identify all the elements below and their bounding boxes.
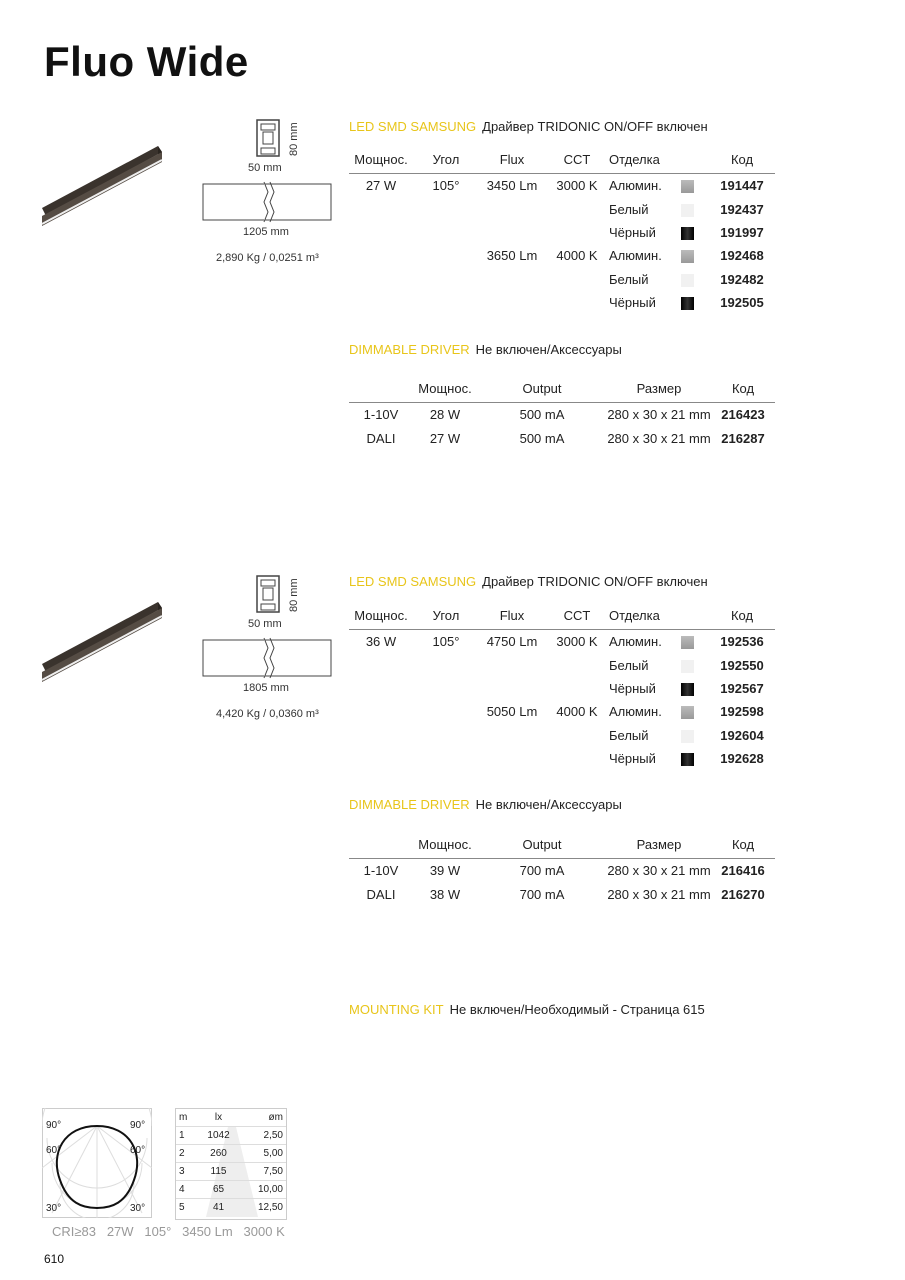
table-row: 1-10V 39 W 700 mA 280 x 30 x 21 mm 216416: [363, 863, 765, 879]
finish-swatch: [681, 683, 694, 696]
finish-swatch: [681, 250, 694, 263]
table-row: 4 65 10,00: [176, 1181, 286, 1199]
col-power: Мощнос.: [349, 606, 413, 630]
led-text: Драйвер TRIDONIC ON/OFF включен: [482, 119, 708, 134]
table-row: DALI 38 W 700 mA 280 x 30 x 21 mm 216270: [366, 886, 765, 902]
finish-swatch: [681, 660, 694, 673]
led-header: [349, 119, 708, 134]
photometry-box: [175, 1108, 287, 1220]
col-size: Размер: [607, 379, 711, 403]
col-code: Код: [711, 379, 775, 403]
table-row: 27 W 105° 3450 Lm 3000 K Алюмин. 191447: [365, 178, 764, 194]
table-row: 1-10V 28 W 500 mA 280 x 30 x 21 mm 216423: [363, 407, 765, 423]
col-cct: CCT: [545, 606, 609, 630]
led-label: LED SMD SAMSUNG: [349, 574, 477, 589]
polar-angle-label: 90°: [46, 1120, 62, 1131]
polar-angle-label: 30°: [46, 1203, 62, 1214]
length-drawing: [200, 180, 335, 225]
col-cct: CCT: [545, 150, 609, 174]
polar-angle-label: 60°: [46, 1145, 62, 1156]
table-row: 5 41 12,50: [176, 1199, 286, 1217]
col-code: Код: [709, 606, 775, 630]
led-header: [349, 574, 708, 589]
table-row: 3650 Lm 4000 K Алюмин. 192468: [486, 248, 764, 264]
col-code: Код: [709, 150, 775, 174]
finish-swatch: [681, 204, 694, 217]
finish-swatch: [681, 753, 694, 766]
driver-table: [349, 379, 775, 450]
col-code: Код: [711, 835, 775, 859]
width-dimension: 50 mm: [248, 162, 282, 174]
photometry-table: m lx øm 1 1042 2,50 2 260 5,00 3 115 7,50 4 65 10,00 5 41 12,50: [176, 1109, 286, 1216]
polar-angle-label: 30°: [130, 1203, 146, 1214]
page-number: 610: [44, 1252, 65, 1266]
col-finish: Отделка: [609, 150, 681, 174]
polar-angle-label: 60°: [130, 1145, 146, 1156]
col-size: Размер: [607, 835, 711, 859]
finish-swatch: [681, 706, 694, 719]
spec-table: [349, 150, 775, 314]
table-row: Чёрный 191997: [609, 224, 764, 240]
table-row: Белый 192482: [609, 271, 764, 287]
table-row: 5050 Lm 4000 K Алюмин. 192598: [486, 704, 764, 720]
finish-swatch: [681, 274, 694, 287]
length-drawing: [200, 636, 335, 681]
dimmable-header: [349, 797, 622, 812]
col-angle: Угол: [413, 606, 479, 630]
col-power: Мощнос.: [413, 835, 477, 859]
finish-swatch: [681, 636, 694, 649]
table-row: 1 1042 2,50: [176, 1127, 286, 1145]
luminaire-image: [40, 594, 165, 686]
led-text: Драйвер TRIDONIC ON/OFF включен: [482, 574, 708, 589]
luminaire-image: [40, 138, 165, 230]
finish-swatch: [681, 730, 694, 743]
finish-swatch: [681, 180, 694, 193]
table-row: Чёрный 192567: [609, 680, 764, 696]
dimmable-text: Не включен/Аксессуары: [475, 342, 622, 357]
table-row: Белый 192437: [609, 201, 764, 217]
col-flux: Flux: [479, 150, 545, 174]
weight-volume: 2,890 Kg / 0,0251 m³: [216, 252, 319, 264]
spec-table: [349, 606, 775, 770]
page-title: Fluo Wide: [44, 38, 249, 85]
weight-volume: 4,420 Kg / 0,0360 m³: [216, 708, 319, 720]
height-dimension: 80 mm: [288, 578, 300, 612]
led-label: LED SMD SAMSUNG: [349, 119, 477, 134]
dimmable-header: [349, 342, 622, 357]
length-dimension: 1205 mm: [243, 226, 289, 238]
driver-table: [349, 835, 775, 906]
dimmable-label: DIMMABLE DRIVER: [349, 797, 470, 812]
table-row: 2 260 5,00: [176, 1145, 286, 1163]
table-row: Белый 192550: [609, 657, 764, 673]
table-row: Чёрный 192628: [609, 751, 764, 767]
col-power: Мощнос.: [413, 379, 477, 403]
col-flux: Flux: [479, 606, 545, 630]
col-angle: Угол: [413, 150, 479, 174]
finish-swatch: [681, 297, 694, 310]
cri-summary: CRI≥83 27W 105° 3450 Lm 3000 K: [52, 1224, 285, 1239]
col-power: Мощнос.: [349, 150, 413, 174]
table-row: Чёрный 192505: [609, 295, 764, 311]
col-output: Output: [477, 379, 607, 403]
table-row: 36 W 105° 4750 Lm 3000 K Алюмин. 192536: [365, 634, 764, 650]
table-row: DALI 27 W 500 mA 280 x 30 x 21 mm 216287: [366, 430, 765, 446]
length-dimension: 1805 mm: [243, 682, 289, 694]
finish-swatch: [681, 227, 694, 240]
width-dimension: 50 mm: [248, 618, 282, 630]
polar-diagram: [42, 1108, 152, 1218]
mounting-kit-header: [349, 1002, 705, 1017]
mounting-label: MOUNTING KIT: [349, 1002, 444, 1017]
mounting-text: Не включен/Необходимый - Страница 615: [449, 1002, 705, 1017]
table-row: Белый 192604: [609, 727, 764, 743]
col-finish: Отделка: [609, 606, 681, 630]
dimmable-text: Не включен/Аксессуары: [475, 797, 622, 812]
col-output: Output: [477, 835, 607, 859]
polar-angle-label: 90°: [130, 1120, 146, 1131]
table-row: 3 115 7,50: [176, 1163, 286, 1181]
height-dimension: 80 mm: [288, 122, 300, 156]
dimmable-label: DIMMABLE DRIVER: [349, 342, 470, 357]
